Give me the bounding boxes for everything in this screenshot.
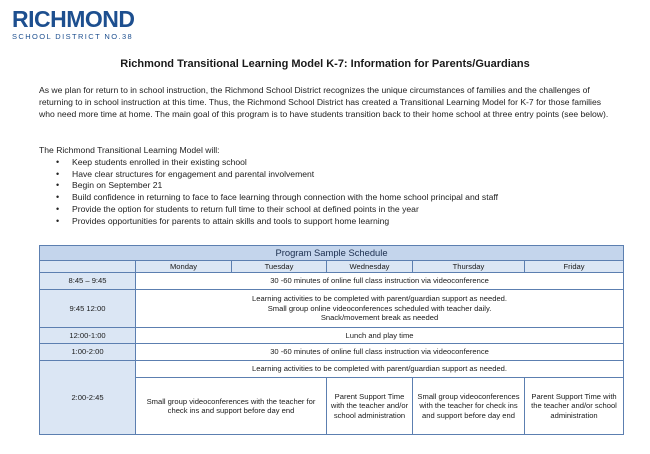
schedule-title: Program Sample Schedule (40, 246, 624, 261)
table-row (40, 361, 624, 378)
activity-cell: 30 -60 minutes of online full class instruction via videoconference (136, 344, 624, 361)
activity-cell-thu: Small group videoconferences with the teacher for check ins and support before day end (413, 378, 525, 435)
day-header-monday: Monday (136, 261, 232, 273)
time-cell: 8:45 – 9:45 (40, 273, 136, 290)
list-item: • Begin on September 21 (56, 180, 616, 192)
time-cell: 2:00-2:45 (40, 361, 136, 435)
list-item: • Have clear structures for engagement and parental involvement (56, 169, 616, 181)
district-logo (12, 6, 135, 41)
activity-cell-fri: Parent Support Time with the teacher and/or school administration (525, 378, 624, 435)
list-item: • Keep students enrolled in their existing school (56, 157, 616, 169)
activity-line: Small group online videoconferences scheduled with teacher daily. (267, 303, 492, 313)
time-header-cell (40, 261, 136, 273)
activity-cell: Lunch and play time (136, 328, 624, 344)
list-item: • Build confidence in returning to face to face learning through connection with the home school principal and staff (56, 192, 616, 204)
document-title: Richmond Transitional Learning Model K-7: Information for Parents/Guardians (120, 58, 530, 70)
table-row (40, 290, 624, 328)
logo-subtitle: SCHOOL DISTRICT NO.38 (12, 32, 134, 41)
table-row (40, 273, 624, 290)
activity-cell-mon-tue: Small group videoconferences with the teacher for check ins and support before day end (136, 378, 327, 435)
logo-wordmark: RICHMOND (12, 6, 135, 32)
table-row (40, 344, 624, 361)
time-cell: 1:00-2:00 (40, 344, 136, 361)
list-item: • Provides opportunities for parents to attain skills and tools to support home learning (56, 216, 616, 228)
day-header-wednesday: Wednesday (327, 261, 413, 273)
activity-cell: 30 -60 minutes of online full class instruction via videoconference (136, 273, 624, 290)
schedule-table (39, 245, 624, 435)
table-row (40, 328, 624, 344)
activity-cell-wed: Parent Support Time with the teacher and/or school administration (327, 378, 413, 435)
time-cell: 9:45 12:00 (40, 290, 136, 328)
activity-line: Snack/movement break as needed (320, 313, 439, 323)
list-item: • Provide the option for students to return full time to their school at defined points in the year (56, 204, 616, 216)
day-header-tuesday: Tuesday (232, 261, 327, 273)
model-goals-list (56, 157, 616, 227)
activity-cell: Learning activities to be completed with parent/guardian support as needed. (136, 361, 624, 378)
day-header-friday: Friday (525, 261, 624, 273)
activity-cell (136, 290, 624, 328)
model-lead-text: The Richmond Transitional Learning Model will: (39, 145, 220, 155)
activity-line: Learning activities to be completed with parent/guardian support as needed. (252, 294, 508, 304)
day-header-thursday: Thursday (413, 261, 525, 273)
intro-paragraph: As we plan for return to in school instruction, the Richmond School District recognizes the unique circumstances of families and the challenges of returning to in school instruction at this time. Thus, the Richmond School District has created a Transitional Learning Model for K-7 for those families who need more time at home. The main goal of this program is to have students transition back to their home school at three entry points (see below). (39, 85, 609, 120)
time-cell: 12:00-1:00 (40, 328, 136, 344)
